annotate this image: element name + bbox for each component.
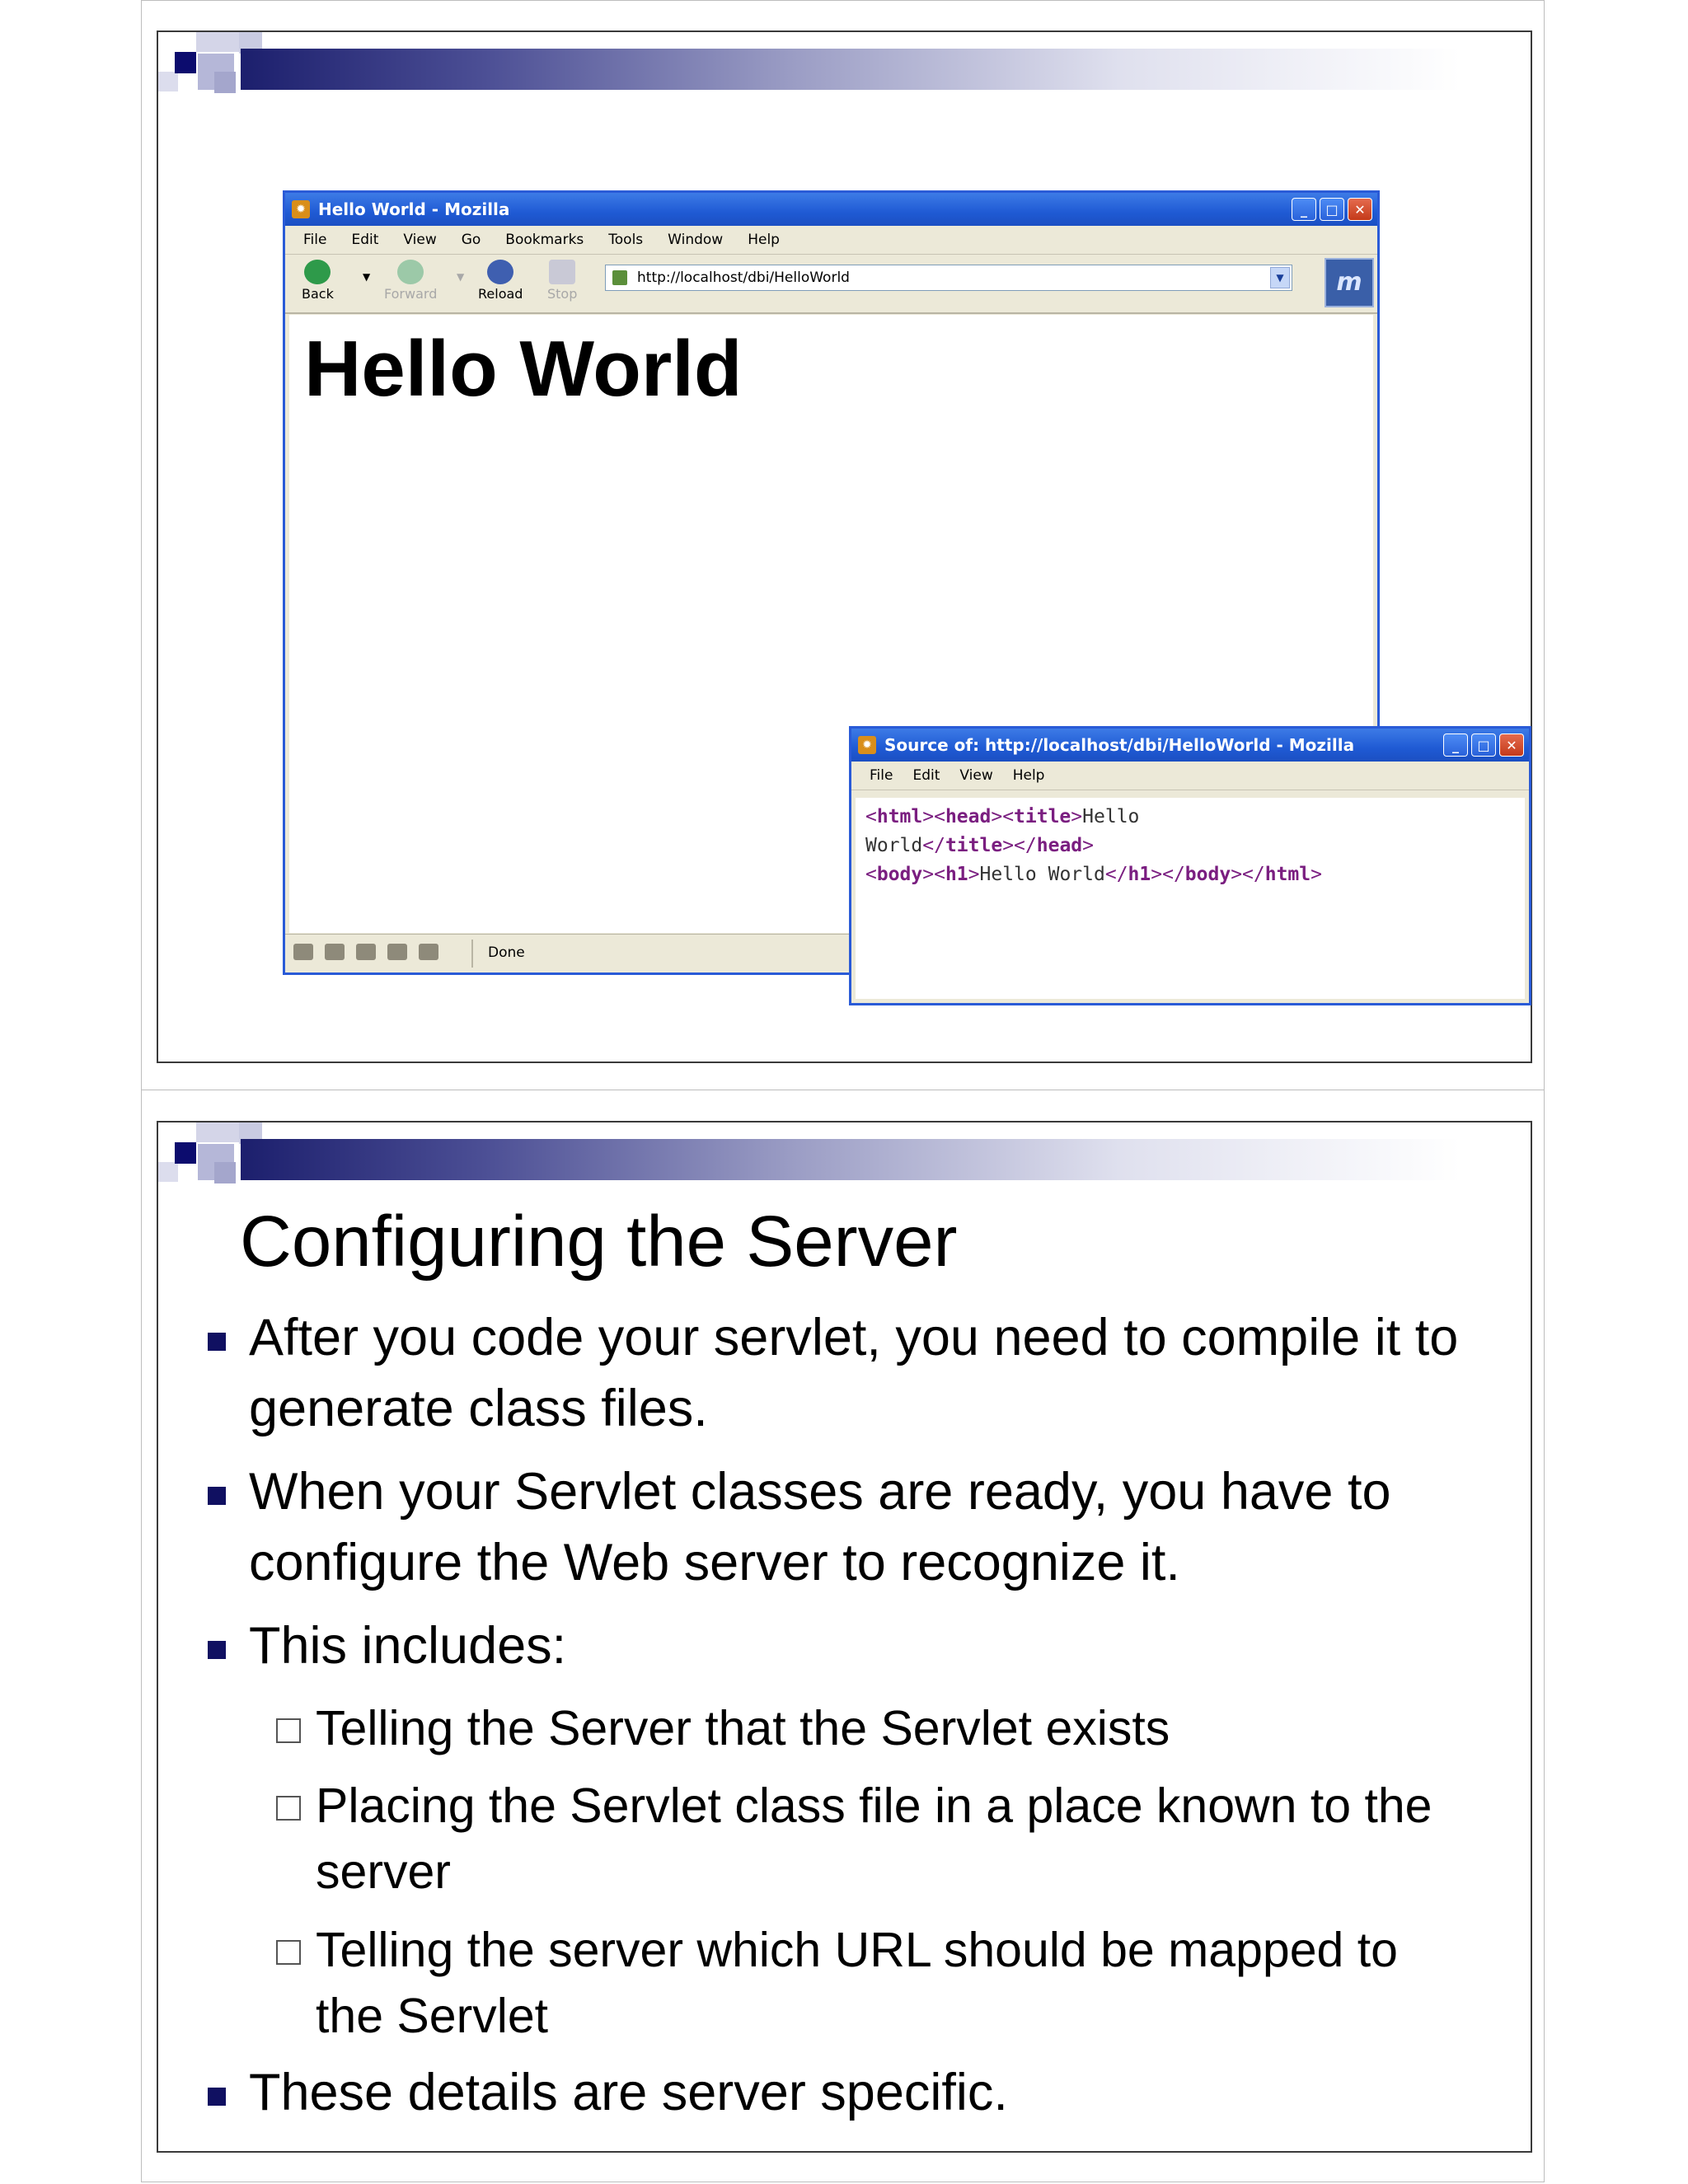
header-decoration: [214, 1162, 236, 1183]
source-line: <html><head><title>Hello: [865, 806, 1140, 827]
status-divider: [471, 940, 473, 968]
mozilla-throbber-icon: m: [1325, 258, 1374, 307]
menu-view[interactable]: View: [403, 232, 437, 248]
mozilla-icon: ✹: [292, 200, 310, 218]
reload-button[interactable]: Reload: [478, 260, 523, 302]
page-heading: Hello World: [304, 325, 743, 413]
mozilla-icon: ✹: [858, 736, 876, 754]
slide-title: Configuring the Server: [240, 1202, 958, 1282]
minimize-button[interactable]: _: [1292, 198, 1316, 221]
hollow-square-icon: [276, 1718, 301, 1743]
menu-edit[interactable]: Edit: [912, 767, 940, 784]
menu-view[interactable]: View: [959, 767, 993, 784]
status-text: Done: [488, 944, 525, 961]
sub-bullet-text: Placing the Servlet class file in a place known to the server: [316, 1779, 1432, 1899]
forward-button[interactable]: Forward: [384, 260, 437, 302]
source-window: [849, 726, 1531, 1005]
browser-titlebar: [285, 193, 1377, 226]
slide-configuring-server: [157, 1121, 1532, 2153]
menu-window[interactable]: Window: [668, 232, 724, 248]
header-decoration: [196, 1122, 241, 1142]
menu-file[interactable]: File: [870, 767, 893, 784]
bullet-square-icon: [208, 1641, 226, 1659]
slide-hello-world: [157, 30, 1532, 1063]
close-button[interactable]: ✕: [1348, 198, 1372, 221]
sub-bullet-text: Telling the Server that the Servlet exists: [316, 1701, 1170, 1755]
bullet-square-icon: [208, 1487, 226, 1505]
browser-menubar: [285, 226, 1377, 255]
header-decoration: [158, 1162, 178, 1182]
header-decoration: [158, 72, 178, 91]
stop-button[interactable]: Stop: [547, 260, 577, 302]
source-line: <body><h1>Hello World</h1></body></html>: [865, 864, 1322, 885]
stop-icon: [549, 260, 575, 284]
address-book-icon[interactable]: [387, 944, 407, 960]
source-code: [856, 798, 1525, 999]
menu-file[interactable]: File: [303, 232, 327, 248]
maximize-button[interactable]: □: [1471, 733, 1496, 757]
sub-bullet-text: Telling the server which URL should be mapped to the Servlet: [316, 1923, 1398, 2043]
chat-icon[interactable]: [419, 944, 438, 960]
page-icon: [612, 270, 627, 285]
source-titlebar: [851, 729, 1529, 762]
header-gradient-bar: [241, 1139, 1461, 1180]
composer-icon[interactable]: [356, 944, 376, 960]
close-button[interactable]: ✕: [1499, 733, 1524, 757]
menu-tools[interactable]: Tools: [608, 232, 644, 248]
maximize-button[interactable]: □: [1320, 198, 1344, 221]
source-line: World</title></head>: [865, 835, 1094, 856]
url-text: http://localhost/dbi/HelloWorld: [637, 269, 850, 286]
source-title: Source of: http://localhost/dbi/HelloWorld - Mozilla: [884, 735, 1355, 755]
bullet-text: When your Servlet classes are ready, you have to configure the Web server to recognize it.: [249, 1463, 1391, 1591]
menu-help[interactable]: Help: [748, 232, 780, 248]
chevron-down-icon[interactable]: ▼: [1270, 267, 1290, 288]
menu-go[interactable]: Go: [461, 232, 481, 248]
bullet-text: After you code your servlet, you need to compile it to generate class files.: [249, 1309, 1459, 1437]
reload-icon: [487, 260, 513, 284]
menu-bookmarks[interactable]: Bookmarks: [505, 232, 584, 248]
back-dropdown[interactable]: ▼: [363, 271, 371, 283]
header-decoration: [175, 1142, 196, 1164]
mail-icon[interactable]: [325, 944, 345, 960]
back-button[interactable]: Back: [302, 260, 334, 302]
bullet-square-icon: [208, 1333, 226, 1351]
menu-edit[interactable]: Edit: [351, 232, 379, 248]
bullet-square-icon: [208, 2088, 226, 2106]
url-input[interactable]: [605, 265, 1292, 291]
forward-arrow-icon: [397, 260, 424, 284]
header-decoration: [196, 32, 241, 52]
header-decoration: [175, 52, 196, 73]
navigator-icon[interactable]: [293, 944, 313, 960]
browser-title: Hello World - Mozilla: [318, 199, 510, 219]
minimize-button[interactable]: _: [1443, 733, 1468, 757]
bullet-text: This includes:: [249, 1617, 567, 1675]
header-gradient-bar: [241, 49, 1461, 90]
source-menubar: [851, 762, 1529, 790]
hollow-square-icon: [276, 1940, 301, 1965]
forward-dropdown[interactable]: ▼: [457, 271, 465, 283]
hollow-square-icon: [276, 1796, 301, 1821]
menu-help[interactable]: Help: [1012, 767, 1045, 784]
navigation-toolbar: [285, 255, 1377, 314]
back-arrow-icon: [304, 260, 331, 284]
bullet-text: These details are server specific.: [249, 2064, 1008, 2121]
header-decoration: [214, 72, 236, 93]
